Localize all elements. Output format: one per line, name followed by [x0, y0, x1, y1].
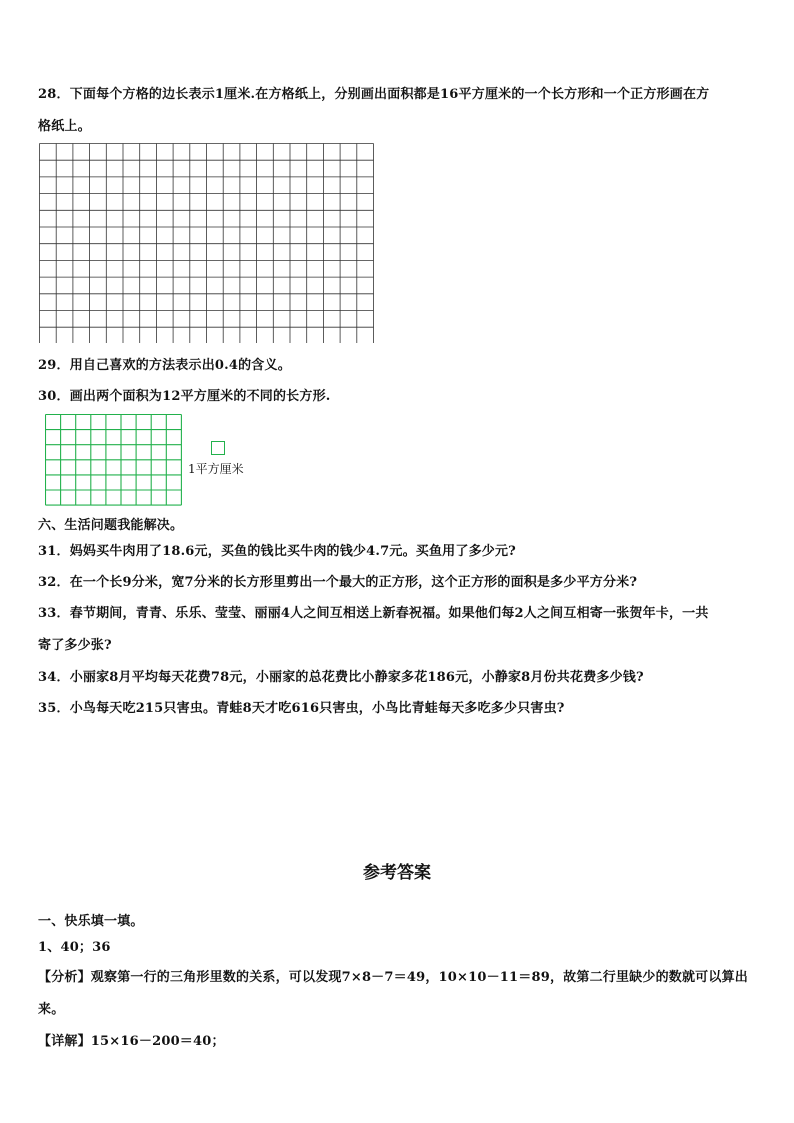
question-33-line-2: 寄了多少张? — [38, 638, 112, 653]
answer-1: 1、40；36 — [38, 940, 111, 955]
answer-1-analysis-line-1: 【分析】观察第一行的三角形里数的关系，可以发现7×8－7＝49，10×10－11＝89，故第二行里缺少的数就可以算出 — [38, 970, 748, 985]
unit-square-label: 1平方厘米 — [188, 462, 244, 476]
question-29: 29．用自己喜欢的方法表示出0.4的含义。 — [38, 358, 291, 373]
answer-section-1-title: 一、快乐填一填。 — [38, 914, 144, 929]
green-grid-paper — [45, 414, 182, 506]
answer-1-detail: 【详解】15×16－200＝40； — [38, 1034, 225, 1049]
answer-1-analysis-line-2: 来。 — [38, 1002, 65, 1017]
unit-square-icon — [211, 441, 225, 455]
question-28-line-1: 28．下面每个方格的边长表示1厘米.在方格纸上，分别画出面积都是16平方厘米的一个长方形和一个正方形画在方 — [38, 87, 710, 102]
question-30: 30．画出两个面积为12平方厘米的不同的长方形. — [38, 389, 331, 404]
question-32: 32．在一个长9分米，宽7分米的长方形里剪出一个最大的正方形，这个正方形的面积是多少平方分米? — [38, 575, 638, 590]
question-28-line-2: 格纸上。 — [38, 119, 91, 134]
answer-key-heading: 参考答案 — [363, 863, 431, 883]
question-35: 35．小鸟每天吃215只害虫。青蛙8天才吃616只害虫，小鸟比青蛙每天多吃多少只害虫? — [38, 701, 565, 716]
question-31: 31．妈妈买牛肉用了18.6元，买鱼的钱比买牛肉的钱少4.7元。买鱼用了多少元? — [38, 544, 516, 559]
question-34: 34．小丽家8月平均每天花费78元，小丽家的总花费比小静家多花186元，小静家8月份共花费多少钱? — [38, 670, 644, 685]
question-33-line-1: 33．春节期间，青青、乐乐、莹莹、丽丽4人之间互相送上新春祝福。如果他们每2人之间互相寄一张贺年卡，一共 — [38, 606, 709, 621]
square-grid-paper — [39, 143, 377, 343]
section-6-title: 六、生活问题我能解决。 — [38, 518, 184, 533]
